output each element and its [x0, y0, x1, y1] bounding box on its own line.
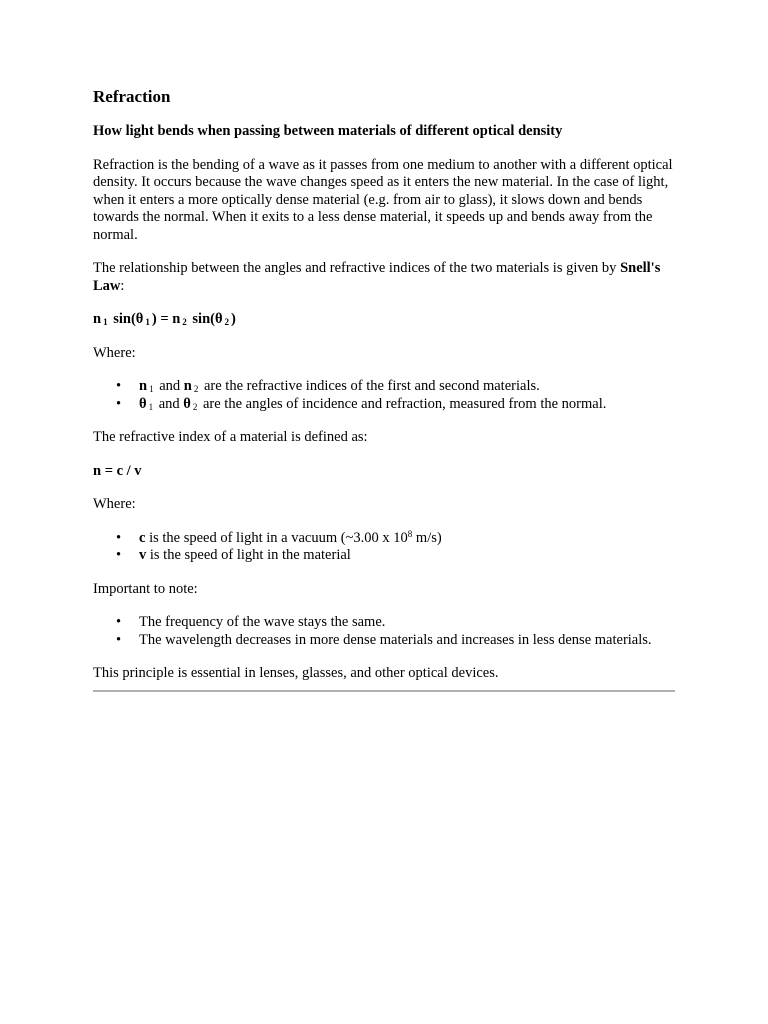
closing-paragraph: This principle is essential in lenses, glasses, and other optical devices. — [93, 665, 499, 681]
page-subtitle: How light bends when passing between materials of different optical density — [93, 123, 563, 139]
list-item: • The frequency of the wave stays the same. — [139, 614, 675, 632]
snell-law-name: Snell's Law — [93, 260, 661, 294]
index-formula: n = c / v — [93, 462, 142, 479]
notes-list — [93, 614, 675, 649]
snell-intro-text: The relationship between the angles and refractive indices of the two materials is given by — [93, 260, 621, 276]
list-item: • The wavelength decreases in more dense materials and increases in less dense materials. — [139, 632, 675, 650]
snell-intro-paragraph — [93, 260, 675, 295]
list-item: • n $_1$ and n $_2$ are the refractive indices of the first and second materials. — [139, 378, 675, 396]
page-title: Refraction — [93, 87, 171, 106]
where-label-2: Where: — [93, 496, 136, 512]
list-item: • c is the speed of light in a vacuum (~3.00 x $10^8$ m/s) — [139, 530, 675, 548]
horizontal-divider — [93, 690, 675, 692]
intro-paragraph: Refraction is the bending of a wave as it passes from one medium to another with a different optical density. It occurs because the wave changes speed as it enters the new material. In the case of light, when it enters a more optically dense material (e.g. from air to glass), it slows down and bends towards the normal. When it exits to a less dense material, it speeds up and bends away from the normal. — [93, 156, 673, 243]
list-item: • θ $_1$ and θ $_2$ are the angles of incidence and refraction, measured from the normal. — [139, 396, 675, 414]
snell-formula: n $_1$ sin(θ $_1$ ) = n $_2$ sin(θ $_2$ ) — [93, 311, 236, 327]
snell-colon: : — [120, 277, 125, 294]
note-heading: Important to note: — [93, 580, 198, 597]
where-list-1 — [93, 378, 675, 413]
where-list-2 — [93, 530, 675, 565]
list-item: • v is the speed of light in the material — [139, 547, 675, 565]
index-intro-paragraph: The refractive index of a material is defined as: — [93, 429, 368, 445]
where-label-1: Where: — [93, 344, 136, 361]
